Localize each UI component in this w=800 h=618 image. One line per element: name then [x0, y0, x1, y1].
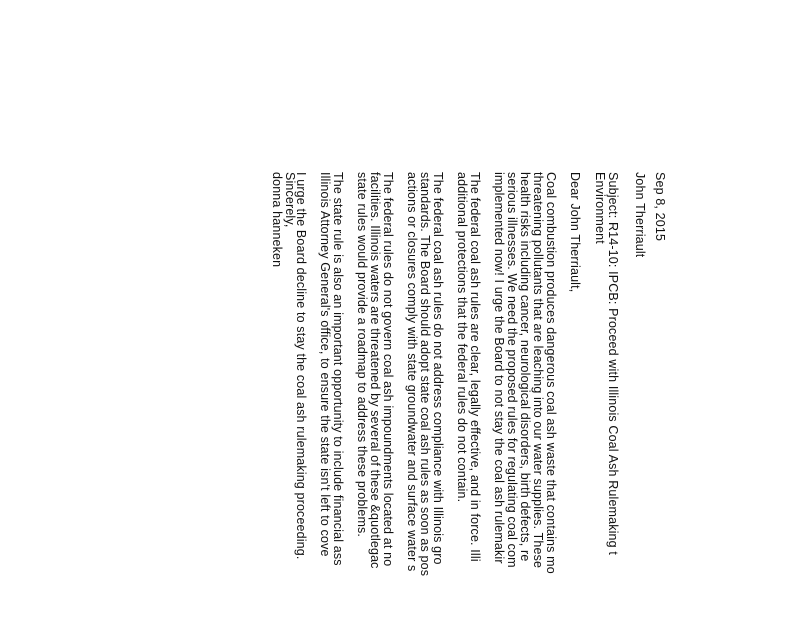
- closing-request: I urge the Board decline to stay the coal ash rulemaking proceeding.: [294, 172, 308, 560]
- paragraph-line: actions or closures comply with state groundwater and surface water s: [405, 172, 419, 572]
- paragraph-line: The state rule is also an important opportunity to include financial ass: [331, 172, 345, 566]
- paragraph-line: The federal coal ash rules are clear, legally effective, and in force. Illi: [468, 172, 482, 562]
- paragraph-line: Illinois Attorney General's office, to ensure the state isn't left to cove: [318, 172, 332, 557]
- paragraph-line: threatening pollutants that are leaching into our water supplies. These: [531, 172, 545, 569]
- paragraph-line: standards. The Board should adopt state coal ash rules as soon as pos: [418, 172, 432, 577]
- letter-recipient: John Therriault: [633, 172, 647, 258]
- signature: donna hanneken: [270, 172, 284, 268]
- signoff: Sincerely,: [283, 172, 297, 228]
- letter-subject-line: Environment: [593, 172, 607, 244]
- paragraph-line: state rules would provide a roadmap to address these problems.: [355, 172, 369, 538]
- letter-date: Sep 8, 2015: [653, 172, 667, 242]
- paragraph-line: additional protections that the federal rules do not contain.: [455, 172, 469, 503]
- paragraph-line: serious illnesses. We need the proposed rules for regulating coal com: [505, 172, 519, 568]
- letter-subject-line: Subject: R14-10: IPCB: Proceed with Illinois Coal Ash Rulemaking t: [606, 172, 620, 555]
- paragraph-line: Coal combustion produces dangerous coal ash waste that contains mo: [544, 172, 558, 574]
- paragraph-line: facilities. Illinois waters are threatened by several of these &quotlegac: [368, 172, 382, 569]
- paragraph-line: health risks including cancer, neurological disorders, birth defects, re: [518, 172, 532, 562]
- letter-greeting: Dear John Therriault,: [568, 172, 582, 293]
- paragraph-line: implemented now! I urge the Board to not stay the coal ash rulemakir: [492, 172, 506, 564]
- paragraph-line: The federal rules do not govern coal ash impoundments located at no: [381, 172, 395, 567]
- paragraph-line: The federal coal ash rules do not address compliance with Illinois gro: [431, 172, 445, 565]
